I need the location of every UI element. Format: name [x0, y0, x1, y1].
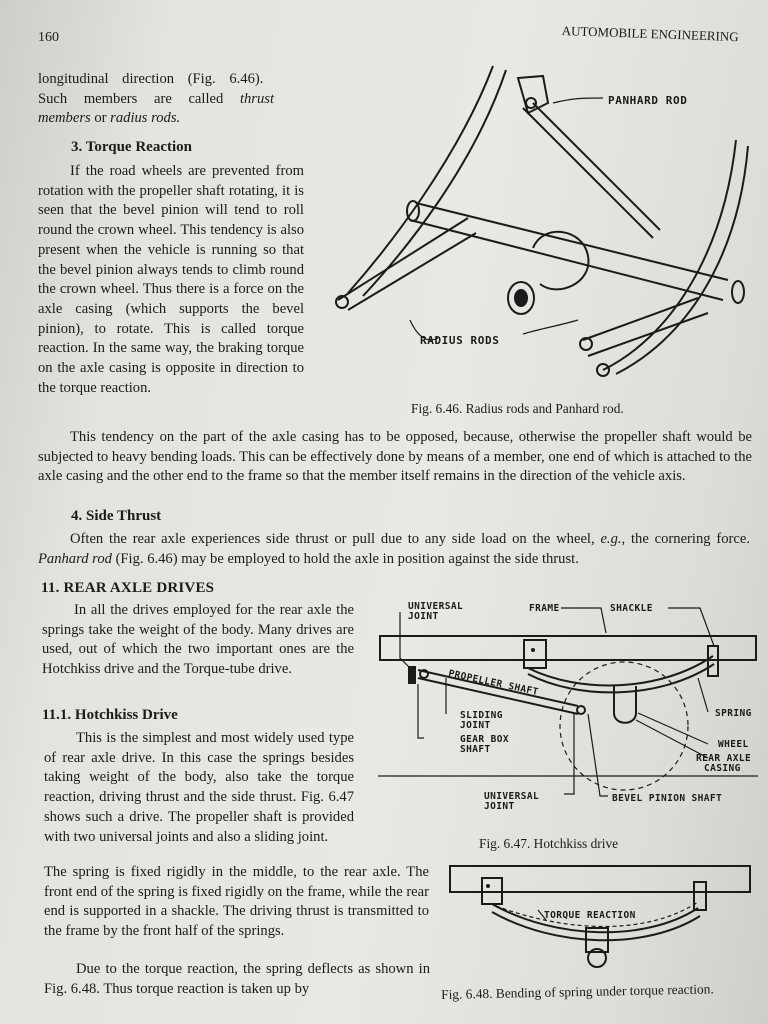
side-thrust-panhard: Panhard rod — [38, 550, 112, 567]
universal-joint-rear — [577, 706, 585, 714]
rear-axle-drives-heading: 11. REAR AXLE DRIVES — [41, 580, 215, 596]
radius-rod-right-1 — [583, 298, 698, 340]
label-bevel-pinion-shaft: BEVEL PINION SHAFT — [612, 793, 723, 804]
intro-line-2-text: Such members are called thrust — [38, 90, 274, 107]
radius-rod-right-2 — [588, 313, 708, 356]
label-torque-reaction: TORQUE REACTION — [544, 910, 636, 921]
leader-frame — [561, 608, 606, 633]
intro-line-2 — [38, 90, 303, 110]
label-spring: SPRING — [715, 708, 752, 719]
intro-line-3: members or radius rods. — [38, 110, 181, 127]
running-title: AUTOMOBILE ENGINEERING — [561, 23, 739, 45]
label-gear-box-1: GEAR BOX — [460, 734, 509, 745]
hotchkiss-text-narrow: This is the simplest and most widely used type of rear axle drive. In this case the springs besides taking weight of the body, also take the torque reaction, driving thrust and the side thrust. Fig. 6.47 shows such a drive. The propeller shaft is provided with two universal joints and also a sliding joint. — [44, 730, 354, 845]
side-thrust-text-2: , the cornering force. — [621, 531, 750, 547]
hotchkiss-heading: 11.1. Hotchkiss Drive — [42, 707, 178, 723]
axle-end-right — [732, 281, 744, 303]
differential-housing — [533, 232, 588, 290]
label-radius-rods: RADIUS RODS — [420, 334, 500, 347]
label-frame: FRAME — [529, 603, 560, 614]
gearbox-flange — [408, 666, 416, 684]
leader-uj-bottom — [564, 714, 574, 794]
label-sliding-joint-2: JOINT — [460, 720, 491, 731]
label-universal-joint-top-1: UNIVERSAL — [408, 601, 464, 612]
intro-paragraph — [38, 70, 303, 129]
front-hanger — [524, 640, 546, 668]
fig-6-46-diagram — [318, 58, 758, 388]
hanger-bolt-6-48 — [486, 884, 490, 888]
label-wheel: WHEEL — [718, 739, 749, 750]
hanger-bolt — [531, 648, 535, 652]
fig-6-48-caption: Fig. 6.48. Bending of spring under torque reaction. — [441, 981, 714, 1002]
leader-bevel — [588, 714, 608, 796]
shackle-6-48 — [694, 882, 706, 910]
panhard-bracket-eye — [526, 98, 536, 108]
radius-leader-2 — [523, 320, 578, 334]
side-thrust-text — [38, 530, 750, 569]
label-universal-joint-bottom-1: UNIVERSAL — [484, 791, 540, 802]
leader-gearbox — [418, 684, 424, 738]
hotchkiss-text-wide: The spring is fixed rigidly in the middle, to the rear axle. The front end of the spring is fixed rigidly on the frame, while the rear end is supported in a shackle. The driving thrust is transmitted to the frame by the front half of the springs. — [44, 864, 429, 940]
intro-line-1 — [38, 70, 303, 90]
fig-6-47-diagram — [378, 598, 758, 823]
leader-shackle — [668, 608, 714, 646]
torque-reaction-heading: 3. Torque Reaction — [71, 139, 192, 155]
label-universal-joint-bottom-2: JOINT — [484, 801, 515, 812]
left-spring-outer — [348, 66, 493, 293]
fig-6-47-caption: Fig. 6.47. Hotchkiss drive — [479, 836, 619, 851]
intro-line-1-text: longitudinal direction (Fig. 6.46). — [38, 71, 264, 87]
left-spring-inner — [363, 70, 506, 296]
panhard-leader — [553, 98, 603, 103]
hotchkiss-text-last: Due to the torque reaction, the spring deflects as shown in Fig. 6.48. Thus torque reaction is taken up by — [44, 961, 430, 997]
radius-rod-left-1 — [338, 218, 468, 300]
label-shackle: SHACKLE — [610, 603, 653, 614]
leader-spring — [698, 678, 708, 712]
label-rear-axle-2: CASING — [704, 763, 741, 774]
label-panhard-rod: PANHARD ROD — [608, 94, 688, 107]
rear-axle-drives-text: In all the drives employed for the rear axle the springs take the weight of the body. Many drives are used, out of which the two important ones are the Hotchkiss drive and the Torque-tube drive. — [42, 602, 354, 678]
fig-6-46-caption: Fig. 6.46. Radius rods and Panhard rod. — [411, 401, 624, 416]
torque-reaction-text: If the road wheels are prevented from rotation with the propeller shaft rotating, it is seen that the bevel pinion will tend to roll round the crown wheel. This tendency is also present when the vehicle is running so that the bevel pinion always tends to climb round the crown wheel. Thus there is a force on the axle casing (which supports the bevel pinion), to rotate. This is called torque reaction. In the same way, the braking torque on the axle casing is opposite in direction to the torque reaction. — [38, 163, 304, 396]
fig-6-48-diagram — [446, 862, 756, 974]
label-universal-joint-top-2: JOINT — [408, 611, 439, 622]
label-propeller-shaft: PROPELLER SHAFT — [447, 668, 540, 699]
torque-reaction-continuation: This tendency on the part of the axle casing has to be opposed, because, otherwise the propeller shaft would be subjected to heavy bending loads. This can be effectively done by means of a member, one end of which is attached to the axle casing and the other end to the frame so that the member itself remains in the direction of the vehicle axis. — [38, 429, 752, 485]
pinion-flange — [514, 289, 528, 307]
side-thrust-heading: 4. Side Thrust — [71, 508, 162, 524]
side-thrust-text-3: (Fig. 6.46) may be employed to hold the axle in position against the side thrust. — [111, 550, 579, 567]
label-rear-axle-1: REAR AXLE — [696, 753, 752, 764]
label-sliding-joint-1: SLIDING — [460, 710, 503, 721]
label-gear-box-2: SHAFT — [460, 744, 491, 755]
side-thrust-text-1: Often the rear axle experiences side thrust or pull due to any side load on the wheel, — [70, 531, 601, 547]
page-number: 160 — [38, 30, 59, 45]
panhard-rod-2 — [533, 103, 660, 230]
panhard-rod-1 — [523, 108, 653, 238]
side-thrust-eg: e.g. — [600, 531, 622, 547]
frame-member — [380, 636, 756, 660]
